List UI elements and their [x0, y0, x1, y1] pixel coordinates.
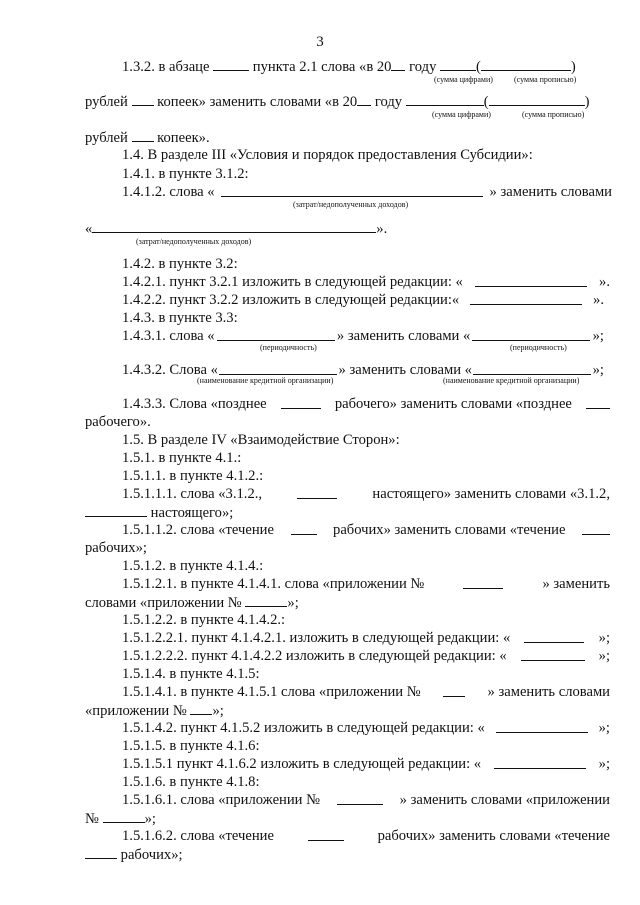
text: копеек».: [157, 130, 210, 146]
blank: [496, 720, 588, 733]
blank: [472, 328, 590, 341]
caption-credit-org: (наименование кредитной организации): [197, 376, 334, 385]
clause-1-4-3-3-cont: рабочего».: [85, 414, 151, 430]
text: »;: [598, 630, 610, 646]
text: 1.3.2. в абзаце: [122, 59, 210, 75]
caption-periodicity: (периодичность): [260, 343, 317, 352]
text: »;: [212, 703, 224, 719]
text: 1.5.1.2.2.1. пункт 4.1.4.2.1. изложить в следующей редакции: «: [122, 630, 511, 646]
blank: [481, 58, 571, 71]
text: году: [409, 59, 437, 75]
text: » заменить словами «приложении: [399, 792, 610, 808]
blank: [213, 58, 249, 71]
blank: [494, 756, 586, 769]
blank: [281, 396, 321, 409]
blank: [190, 702, 212, 715]
text: рублей: [85, 94, 128, 110]
caption-periodicity: (периодичность): [510, 343, 567, 352]
text: ».: [599, 274, 610, 290]
clause-1-5-1: 1.5.1. в пункте 4.1.:: [122, 450, 242, 466]
text: »;: [598, 756, 610, 772]
text: ».: [593, 292, 604, 308]
blank: [103, 810, 145, 823]
text: » заменить: [542, 576, 610, 592]
text: настоящего» заменить словами «3.1.2,: [372, 486, 610, 502]
blank: [473, 362, 591, 375]
text: » заменить словами «: [338, 362, 472, 378]
blank: [132, 129, 154, 142]
clause-1-5-1-1: 1.5.1.1. в пункте 4.1.2.:: [122, 468, 264, 484]
text: словами «приложении №: [85, 595, 242, 611]
text: »;: [598, 648, 610, 664]
clause-1-4-2-2: [122, 292, 604, 309]
clause-1-5-1-4-2: [122, 720, 610, 737]
text: рублей: [85, 130, 128, 146]
clause-1-4-1: 1.4.1. в пункте 3.1.2:: [122, 166, 249, 182]
text: 1.5.1.1.2. слова «течение: [122, 522, 274, 538]
clause-1-4-1-2-cont: « ».: [85, 221, 388, 237]
caption-costs: (затрат/недополученных доходов): [293, 200, 409, 209]
text: » заменить словами: [489, 184, 612, 200]
caption-sum-words: (сумма прописью): [522, 110, 585, 119]
blank: [217, 328, 335, 341]
clause-1-5-1-6-2: [122, 828, 610, 845]
clause-1-5-1-1-2-cont: рабочих»;: [85, 540, 147, 556]
clause-1-5-1-4: 1.5.1.4. в пункте 4.1.5:: [122, 666, 260, 682]
text: »;: [592, 362, 604, 378]
text: 1.4.3.1. слова «: [122, 328, 215, 344]
clause-1-5-1-6-1-cont: [85, 810, 156, 828]
text: 1.4.2.2. пункт 3.2.2 изложить в следующей редакции:«: [122, 292, 460, 308]
blank: [297, 486, 337, 499]
clause-1-5-1-2-1: [122, 576, 610, 593]
text: «приложении №: [85, 703, 187, 719]
blank: [221, 184, 483, 197]
caption-sum-digits: (сумма цифрами): [434, 75, 493, 84]
blank: [524, 630, 584, 643]
clause-1-5-1-1-1: [122, 486, 610, 503]
text: настоящего»;: [150, 505, 234, 521]
text: 1.4.2.1. пункт 3.2.1 изложить в следующей редакции: «: [122, 274, 463, 290]
blank: [132, 93, 154, 106]
clause-1-3-2-cont: рублей копеек» заменить словами «в 20 году ( ): [85, 94, 590, 110]
text: »;: [598, 720, 610, 736]
text: рабочих» заменить словами «течение: [333, 522, 566, 538]
blank: [443, 684, 465, 697]
clause-1-3-2: 1.3.2. в абзаце пункта 2.1 слова «в 20 году ( ): [122, 59, 576, 75]
text: пункта 2.1 слова «в 20: [252, 59, 392, 75]
clause-1-5-1-2-2: 1.5.1.2.2. в пункте 4.1.4.2.:: [122, 612, 286, 628]
text: году: [374, 94, 403, 110]
blank: [470, 292, 582, 305]
blank: [245, 594, 287, 607]
text: »;: [144, 811, 156, 827]
blank: [521, 648, 585, 661]
text: 1.4.3.3. Слова «позднее: [122, 396, 267, 412]
text: 1.4.3.2. Слова «: [122, 362, 218, 378]
text: 1.5.1.6.1. слова «приложении №: [122, 792, 321, 808]
blank: [391, 58, 405, 71]
text: »;: [287, 595, 299, 611]
blank: [308, 828, 344, 841]
clause-1-5-1-1-1-cont: [85, 504, 233, 522]
text: рабочего» заменить словами «позднее: [334, 396, 572, 412]
blank: [357, 93, 371, 106]
clause-1-5-1-2-2-1: [122, 630, 610, 647]
caption-sum-words: (сумма прописью): [514, 75, 577, 84]
clause-1-5-1-4-1: [122, 684, 610, 701]
caption-costs: (затрат/недополученных доходов): [136, 237, 252, 246]
blank: [337, 792, 383, 805]
clause-1-5-1-2-1-cont: [85, 594, 299, 612]
text: копеек» заменить словами «в 20: [157, 94, 358, 110]
clause-1-5-1-2-2-2: [122, 648, 610, 665]
clause-1-4-1-2: [122, 184, 612, 201]
text: 1.5.1.5.1 пункт 4.1.6.2 изложить в следующей редакции: «: [122, 756, 482, 772]
text: 1.5.1.2.2.2. пункт 4.1.4.2.2 изложить в следующей редакции: «: [122, 648, 507, 664]
page-number: 3: [316, 34, 324, 50]
caption-credit-org: (наименование кредитной организации): [443, 376, 580, 385]
text: 1.5.1.6.2. слова «течение: [122, 828, 274, 844]
blank: [475, 274, 587, 287]
clause-1-5-1-6-2-cont: [85, 846, 183, 864]
clause-1-5-1-4-1-cont: [85, 702, 224, 720]
blank: [489, 93, 585, 106]
blank: [586, 396, 610, 409]
text: 1.5.1.4.2. пункт 4.1.5.2 изложить в следующей редакции: «: [122, 720, 485, 736]
blank: [406, 93, 484, 106]
text: 1.4.1.2. слова «: [122, 184, 215, 200]
text: »;: [592, 328, 604, 344]
text: рабочих» заменить словами «течение: [377, 828, 610, 844]
text: » заменить словами: [487, 684, 610, 700]
clause-1-4-2: 1.4.2. в пункте 3.2:: [122, 256, 238, 272]
clause-1-5-1-1-2: [122, 522, 610, 539]
clause-1-5-1-6: 1.5.1.6. в пункте 4.1.8:: [122, 774, 260, 790]
clause-1-4-3-3: [122, 396, 610, 413]
section-1-4: 1.4. В разделе III «Условия и порядок предоставления Субсидии»:: [122, 147, 533, 163]
blank: [440, 58, 476, 71]
blank: [85, 846, 117, 859]
text: 1.5.1.1.1. слова «3.1.2.,: [122, 486, 263, 502]
clause-1-5-1-2: 1.5.1.2. в пункте 4.1.4.:: [122, 558, 264, 574]
blank: [85, 504, 147, 517]
blank: [463, 576, 503, 589]
blank: [291, 522, 317, 535]
section-1-5: 1.5. В разделе IV «Взаимодействие Сторон»:: [122, 432, 400, 448]
blank: [219, 362, 337, 375]
clause-1-4-2-1: [122, 274, 610, 291]
clause-1-5-1-5-1: [122, 756, 610, 773]
text: 1.5.1.2.1. в пункте 4.1.4.1. слова «приложении №: [122, 576, 425, 592]
clause-1-4-3: 1.4.3. в пункте 3.3:: [122, 310, 238, 326]
blank: [582, 522, 610, 535]
blank: [92, 220, 376, 233]
text: 1.5.1.4.1. в пункте 4.1.5.1 слова «приложении №: [122, 684, 421, 700]
clause-1-5-1-5: 1.5.1.5. в пункте 4.1.6:: [122, 738, 260, 754]
clause-1-5-1-6-1: [122, 792, 610, 809]
text: рабочих»;: [120, 847, 183, 863]
clause-1-3-2-end: [85, 129, 210, 147]
text: №: [85, 811, 99, 827]
caption-sum-digits: (сумма цифрами): [432, 110, 491, 119]
text: ».: [376, 221, 388, 237]
text: » заменить словами «: [336, 328, 471, 344]
